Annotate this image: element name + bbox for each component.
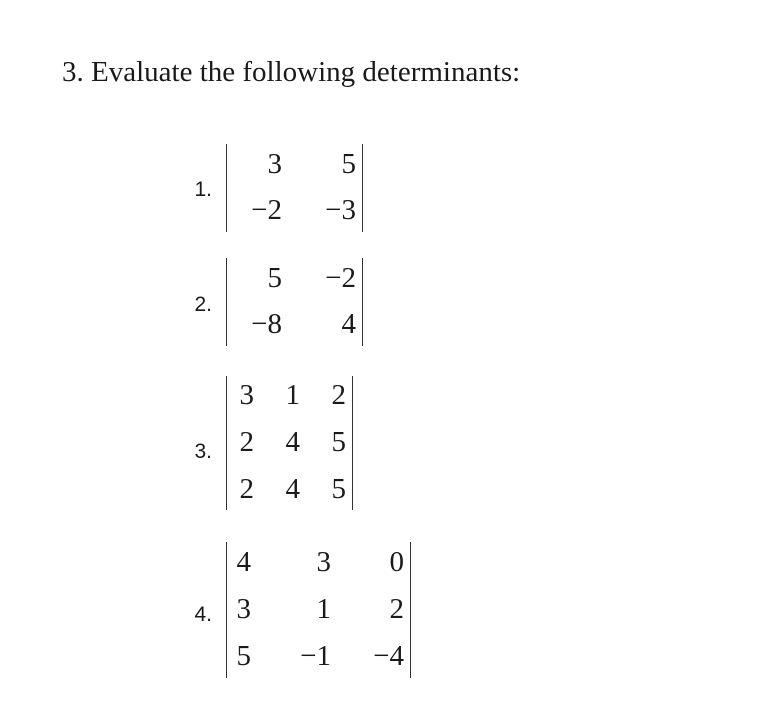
matrix-cell: 3 — [239, 379, 254, 411]
matrix-cell: 5 — [331, 426, 346, 458]
matrix-cell: 2 — [239, 473, 254, 505]
matrix-cell: −2 — [325, 262, 356, 294]
matrix-cell: 2 — [331, 379, 346, 411]
matrix-cell: 3 — [236, 593, 251, 625]
exercise-heading: 3. Evaluate the following determinants: — [62, 56, 521, 88]
matrix-cell: 5 — [331, 473, 346, 505]
problem-number: 4. — [194, 603, 212, 626]
matrix-cell: 5 — [267, 262, 282, 294]
determinant-matrix — [226, 542, 411, 678]
problem-number: 2. — [194, 293, 212, 316]
matrix-cell: 2 — [239, 426, 254, 458]
matrix-cell: 4 — [285, 426, 300, 458]
problem-number: 3. — [194, 440, 212, 463]
matrix-cell: −3 — [325, 194, 356, 226]
problem-number: 1. — [194, 178, 212, 201]
matrix-cell: −8 — [251, 308, 282, 340]
matrix-cell: −2 — [251, 194, 282, 226]
matrix-cell: −4 — [373, 640, 404, 672]
matrix-cell: 3 — [316, 546, 331, 578]
matrix-cell: 4 — [236, 546, 251, 578]
determinant-matrix — [226, 376, 353, 510]
matrix-cell: 5 — [236, 640, 251, 672]
matrix-cell: −1 — [300, 640, 331, 672]
matrix-cell: 3 — [267, 148, 282, 180]
matrix-cell: 2 — [389, 593, 404, 625]
matrix-cell: 1 — [316, 593, 331, 625]
matrix-cell: 0 — [389, 546, 404, 578]
matrix-cell: 1 — [285, 379, 300, 411]
determinant-matrix — [226, 258, 363, 346]
matrix-cell: 4 — [285, 473, 300, 505]
determinant-matrix — [226, 144, 363, 232]
matrix-cell: 4 — [341, 308, 356, 340]
matrix-cell: 5 — [341, 148, 356, 180]
